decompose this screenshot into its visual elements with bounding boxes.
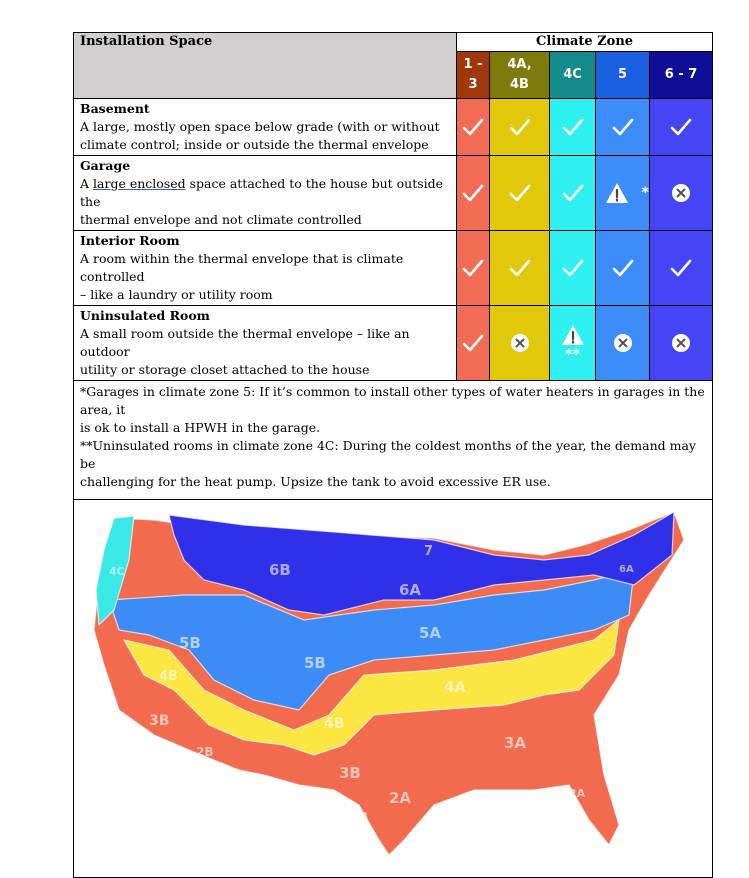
zone-cell [457, 156, 490, 231]
footnotes [74, 381, 713, 500]
zone-cell [457, 99, 490, 156]
check-icon [461, 256, 485, 280]
x-circle-icon [669, 331, 693, 355]
climate-zone-header: Climate Zone [457, 33, 713, 52]
check-icon [561, 256, 585, 280]
check-icon [461, 331, 485, 355]
row-description-line2: thermal envelope and not climate controlled [80, 212, 362, 227]
map-zone-label: 2A [389, 789, 412, 807]
row-description-part: A [80, 176, 94, 191]
climate-zone-map [74, 500, 711, 873]
zone-header-0 [457, 51, 490, 98]
row-description-part: space attached to the house but outside the [80, 176, 444, 209]
map-zone-label: 1A [394, 852, 409, 863]
map-zone-label: 3B [339, 764, 361, 782]
row-description-line2: – like a laundry or utility room [80, 287, 273, 302]
map-zone-label: 3B [149, 713, 170, 729]
map-zone-label: 5B [304, 654, 326, 672]
footnote-mark: ** [565, 347, 580, 363]
zone-cell [650, 99, 713, 156]
table-row [74, 99, 713, 156]
check-icon [669, 256, 693, 280]
check-icon [611, 256, 635, 280]
zone-cell [550, 306, 596, 381]
zone-header-label-2: 3 [468, 76, 478, 92]
row-description-line1: A small room outside the thermal envelope – like an outdoor [80, 326, 410, 359]
zone-cell [490, 156, 550, 231]
check-icon [508, 256, 532, 280]
row-title: Garage [80, 158, 131, 173]
x-circle-icon [611, 331, 635, 355]
zone-cell [650, 156, 713, 231]
table-row [74, 306, 713, 381]
warning-icon [561, 323, 585, 347]
zone-cell [490, 306, 550, 381]
map-zone-label: 5A [419, 624, 442, 642]
row-description-line1 [80, 175, 450, 211]
zone-header-label: 4C [563, 66, 582, 82]
map-zone-label: 4C [109, 565, 125, 578]
zone-cell [550, 99, 596, 156]
zone-cell [550, 156, 596, 231]
check-icon [561, 115, 585, 139]
row-title: Uninsulated Room [80, 308, 210, 323]
map-zone-label: 4B [324, 716, 345, 732]
map-zone-label: 6A [619, 564, 634, 575]
map-zone-label: 6A [399, 581, 422, 599]
check-icon [669, 115, 693, 139]
map-zone-label: 4A [444, 678, 467, 696]
map-zone-label: 7 [684, 511, 691, 521]
footnote-uninsulated-line2: challenging for the heat pump. Upsize the tank to avoid excessive ER use. [80, 474, 551, 489]
row-description-part: large enclosed [93, 176, 186, 191]
zone-cell [596, 306, 650, 381]
zone-cell [457, 231, 490, 306]
check-icon [508, 181, 532, 205]
table-row [74, 156, 713, 231]
installation-space-header: Installation Space [74, 33, 457, 99]
zone-header-3 [596, 51, 650, 98]
row-label [74, 306, 457, 381]
zone-cell [596, 231, 650, 306]
zone-header-label: 4A, [507, 56, 532, 72]
row-title: Interior Room [80, 233, 180, 248]
row-label [74, 231, 457, 306]
map-zone-label: 2B [196, 745, 214, 759]
document-page [73, 32, 712, 878]
zone-header-label-2: 4B [510, 76, 529, 92]
zone-header-2 [550, 51, 596, 98]
zone-cell [650, 231, 713, 306]
check-icon [561, 181, 585, 205]
zone-cell [490, 231, 550, 306]
row-description-line1: A room within the thermal envelope that is climate controlled [80, 251, 404, 284]
zone-header-1 [490, 51, 550, 98]
map-zone-label: 3C [99, 703, 112, 713]
row-title: Basement [80, 101, 150, 116]
map-zone-label: 2A [569, 787, 586, 800]
zone-cell [550, 231, 596, 306]
warning-icon [605, 181, 629, 205]
footnote-mark: * [641, 185, 649, 201]
row-description-line2: utility or storage closet attached to the house [80, 362, 370, 377]
zone-cell [596, 156, 650, 231]
row-label [74, 99, 457, 156]
footnote-garage-line2: is ok to install a HPWH in the garage. [80, 420, 321, 435]
check-icon [461, 115, 485, 139]
check-icon [461, 181, 485, 205]
row-label [74, 156, 457, 231]
check-icon [611, 115, 635, 139]
x-circle-icon [508, 331, 532, 355]
table-row [74, 231, 713, 306]
check-icon [508, 115, 532, 139]
map-zone-label: 2B [352, 810, 369, 823]
map-zone-label: 6B [269, 561, 291, 579]
climate-zone-map-cell [74, 500, 713, 878]
zone-cell [490, 99, 550, 156]
row-description-line2: climate control; inside or outside the thermal envelope [80, 137, 429, 152]
zone-header-label: 5 [617, 66, 628, 82]
map-zone-label: 1A [614, 834, 629, 845]
zone-cell [596, 99, 650, 156]
footnote-uninsulated-line1: **Uninsulated rooms in climate zone 4C: During the coldest months of the year, the demand may be [80, 438, 696, 471]
zone-cell [650, 306, 713, 381]
map-zone-label: 7 [424, 544, 434, 559]
map-zone-label: 3A [504, 734, 527, 752]
map-zone-label: 5C [119, 507, 132, 517]
map-zone-label: 5B [179, 634, 201, 652]
zone-cell [457, 306, 490, 381]
zone-header-label: 1 - [463, 56, 483, 72]
x-circle-icon [669, 181, 693, 205]
installation-table [73, 32, 713, 878]
row-description-line1: A large, mostly open space below grade (with or without [80, 119, 440, 134]
zone-header-label: 6 - 7 [664, 66, 698, 82]
map-zone-label: 4B [159, 669, 178, 684]
zone-header-4 [650, 51, 713, 98]
footnote-garage-line1: *Garages in climate zone 5: If it’s common to install other types of water heaters in garages in the area, it [80, 384, 705, 417]
